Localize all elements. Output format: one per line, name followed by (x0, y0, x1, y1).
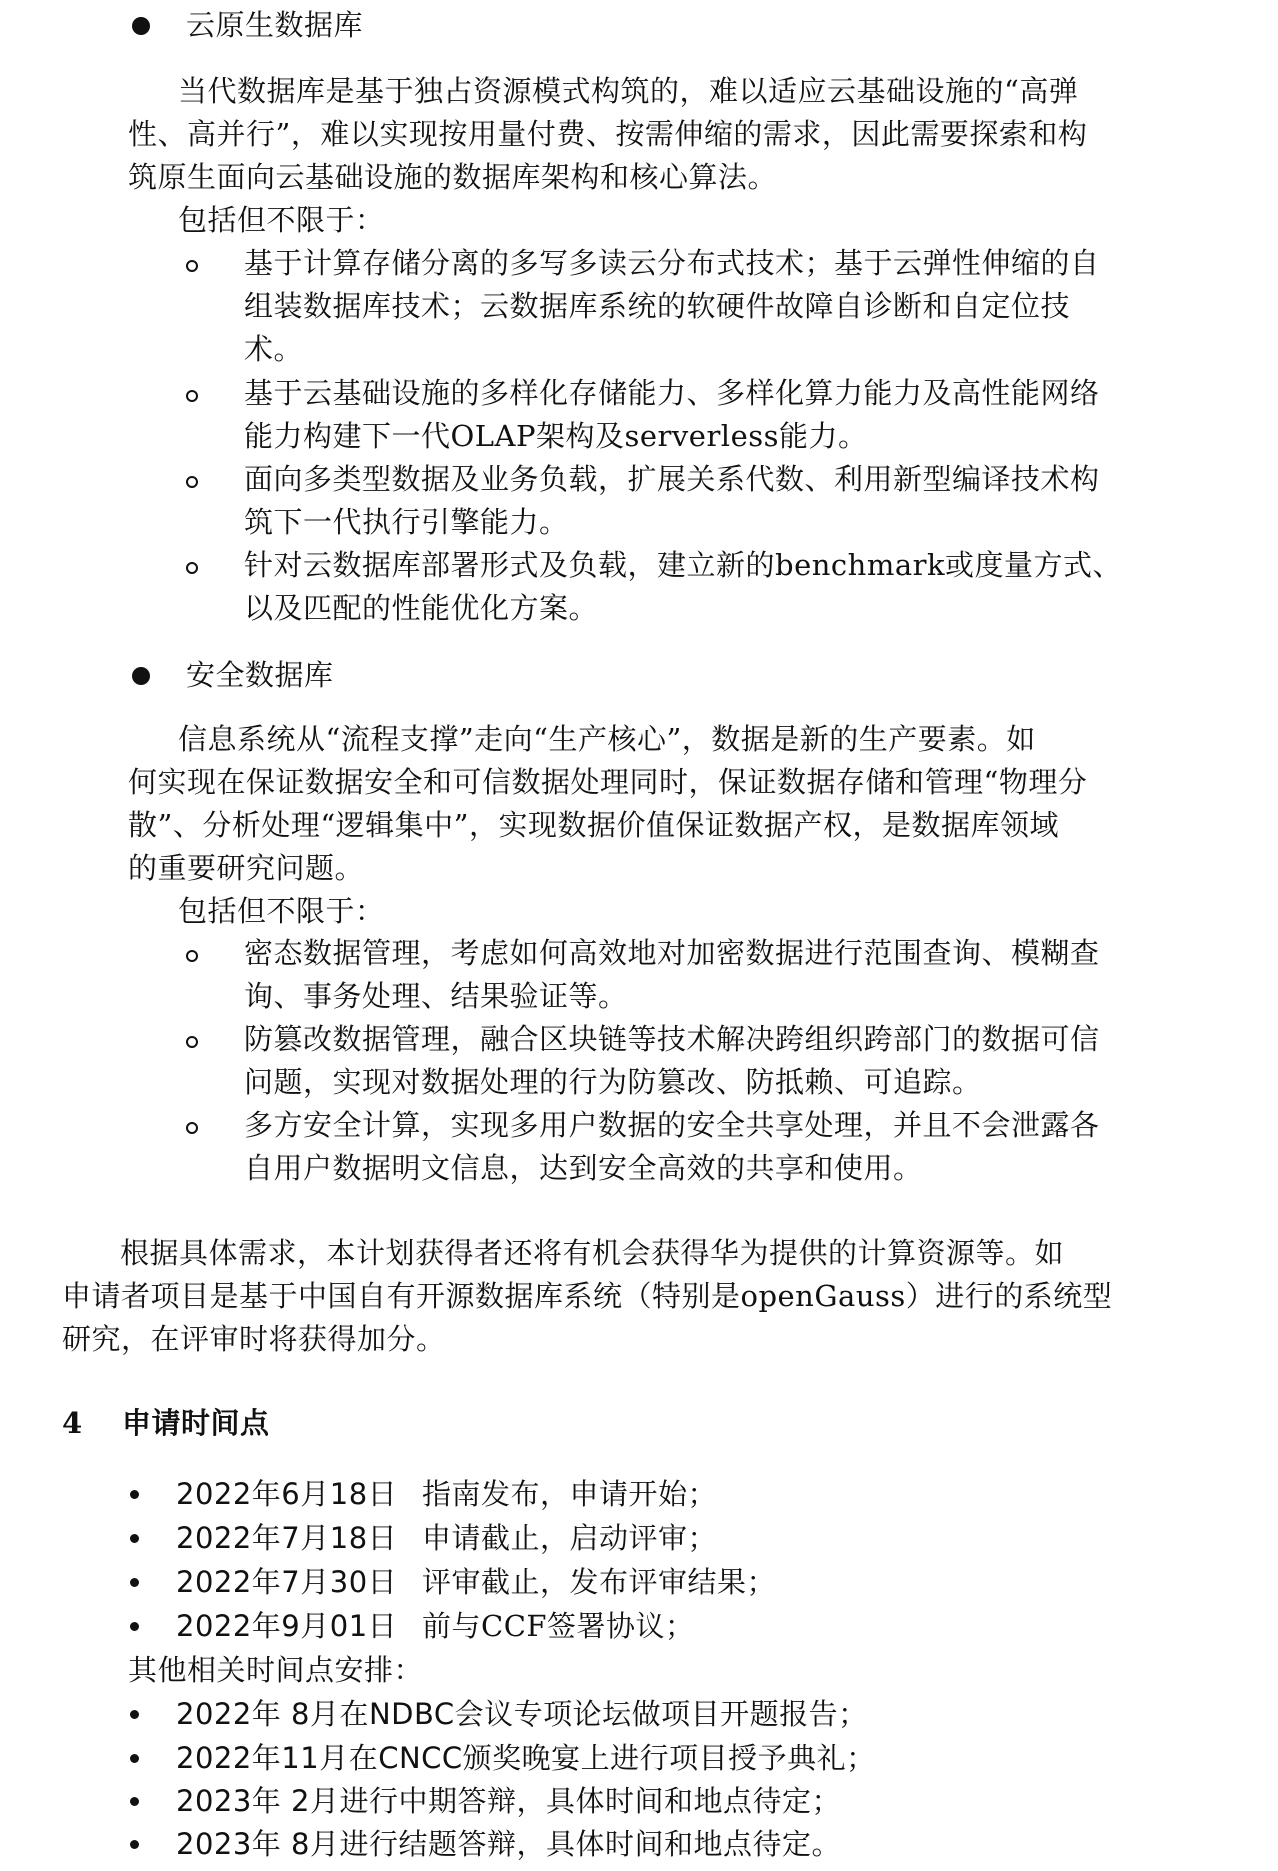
paragraph-line: 研究，在评审时将获得加分。 (62, 1322, 446, 1356)
list-bullet-icon (130, 1840, 139, 1849)
other-timeline-item: 2022年 8月在NDBC会议专项论坛做项目开题报告； (176, 1697, 868, 1731)
sub-bullet-icon (186, 260, 198, 272)
list-bullet-icon (130, 1578, 139, 1587)
list-item-line: 基于云基础设施的多样化存储能力、多样化算力能力及高性能网络 (244, 376, 1100, 410)
list-item-line: 问题，实现对数据处理的行为防篡改、防抵赖、可追踪。 (244, 1065, 982, 1099)
timeline-desc: 评审截止，发布评审结果； (422, 1565, 777, 1599)
sub-bullet-icon (186, 1122, 198, 1134)
list-bullet-icon (130, 1534, 139, 1543)
include-label: 包括但不限于： (178, 894, 385, 928)
paragraph-line: 散”、分析处理“逻辑集中”，实现数据价值保证数据产权，是数据库领域 (128, 808, 1059, 842)
list-item-line: 筑下一代执行引擎能力。 (244, 505, 569, 539)
timeline-date: 2022年7月18日 (176, 1521, 398, 1555)
section-bullet-icon (132, 17, 150, 35)
list-item-line: 组装数据库技术；云数据库系统的软硬件故障自诊断和自定位技 (244, 289, 1071, 323)
list-bullet-icon (130, 1797, 139, 1806)
other-timeline-item: 2022年11月在CNCC颁奖晚宴上进行项目授予典礼； (176, 1741, 876, 1775)
section-heading-cloud: 云原生数据库 (186, 8, 364, 42)
list-item-line: 防篡改数据管理，融合区块链等技术解决跨组织跨部门的数据可信 (244, 1022, 1100, 1056)
sub-bullet-icon (186, 562, 198, 574)
list-item-line: 多方安全计算，实现多用户数据的安全共享处理，并且不会泄露各 (244, 1108, 1100, 1142)
timeline-desc: 前与CCF签署协议； (422, 1609, 695, 1643)
paragraph-line: 性、高并行”，难以实现按用量付费、按需伸缩的需求，因此需要探索和构 (128, 117, 1088, 151)
sub-bullet-icon (186, 476, 198, 488)
paragraph-line: 信息系统从“流程支撑”走向“生产核心”，数据是新的生产要素。如 (178, 722, 1036, 756)
list-item-line: 针对云数据库部署形式及负载，建立新的benchmark或度量方式、 (244, 548, 1123, 582)
paragraph-line: 的重要研究问题。 (128, 851, 365, 885)
paragraph-line: 何实现在保证数据安全和可信数据处理同时，保证数据存储和管理“物理分 (128, 765, 1088, 799)
list-item-line: 密态数据管理，考虑如何高效地对加密数据进行范围查询、模糊查 (244, 936, 1100, 970)
timeline-date: 2022年7月30日 (176, 1565, 398, 1599)
other-timeline-label: 其他相关时间点安排： (128, 1653, 424, 1687)
list-item-line: 面向多类型数据及业务负载，扩展关系代数、利用新型编译技术构 (244, 462, 1100, 496)
timeline-date: 2022年6月18日 (176, 1477, 398, 1511)
paragraph-line: 申请者项目是基于中国自有开源数据库系统（特别是openGauss）进行的系统型 (62, 1279, 1113, 1313)
section-title: 申请时间点 (122, 1406, 270, 1440)
section-bullet-icon (132, 667, 150, 685)
list-item-line: 基于计算存储分离的多写多读云分布式技术；基于云弹性伸缩的自 (244, 246, 1100, 280)
list-bullet-icon (130, 1710, 139, 1719)
timeline-desc: 指南发布，申请开始； (422, 1477, 718, 1511)
sub-bullet-icon (186, 1036, 198, 1048)
list-item-line: 询、事务处理、结果验证等。 (244, 979, 628, 1013)
paragraph-line: 筑原生面向云基础设施的数据库架构和核心算法。 (128, 160, 778, 194)
timeline-desc: 申请截止，启动评审； (422, 1521, 718, 1555)
paragraph-line: 当代数据库是基于独占资源模式构筑的，难以适应云基础设施的“高弹 (178, 74, 1079, 108)
list-item-line: 以及匹配的性能优化方案。 (244, 591, 599, 625)
list-bullet-icon (130, 1754, 139, 1763)
sub-bullet-icon (186, 950, 198, 962)
other-timeline-item: 2023年 2月进行中期答辩，具体时间和地点待定； (176, 1784, 841, 1818)
section-number: 4 (62, 1406, 83, 1440)
list-item-line: 能力构建下一代OLAP架构及serverless能力。 (244, 419, 868, 453)
sub-bullet-icon (186, 390, 198, 402)
list-item-line: 自用户数据明文信息，达到安全高效的共享和使用。 (244, 1151, 923, 1185)
include-label: 包括但不限于： (178, 203, 385, 237)
other-timeline-item: 2023年 8月进行结题答辩，具体时间和地点待定。 (176, 1827, 841, 1861)
list-bullet-icon (130, 1622, 139, 1631)
section-heading-secure: 安全数据库 (186, 658, 334, 692)
list-bullet-icon (130, 1490, 139, 1499)
timeline-date: 2022年9月01日 (176, 1609, 398, 1643)
paragraph-line: 根据具体需求，本计划获得者还将有机会获得华为提供的计算资源等。如 (120, 1236, 1065, 1270)
list-item-line: 术。 (244, 332, 304, 366)
